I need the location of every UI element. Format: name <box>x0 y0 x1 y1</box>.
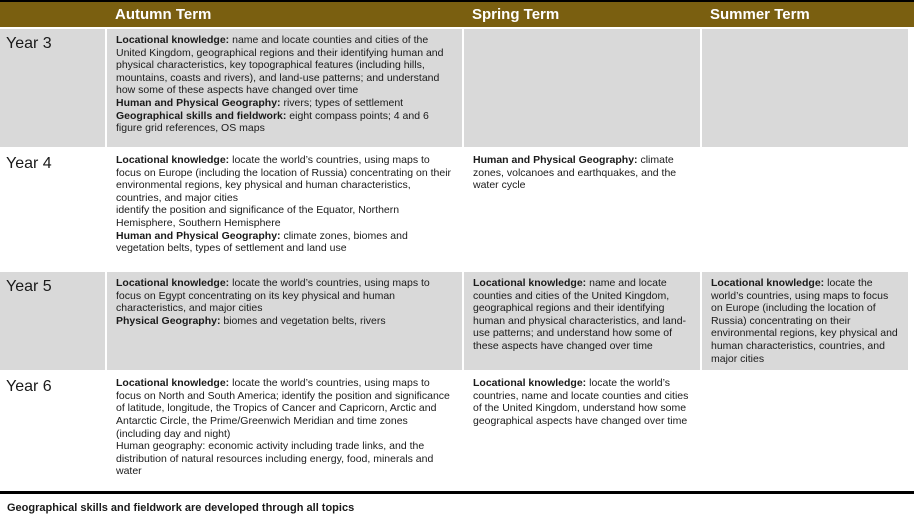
year4-spring-cell <box>464 149 700 270</box>
entry-category-label: Physical Geography: <box>116 314 221 327</box>
curriculum-entry: Human geography: economic activity including trade links, and the distribution of natural resources including energy, food, minerals and water <box>116 440 434 478</box>
entry-category-label: Locational knowledge: <box>711 277 825 289</box>
row-year5 <box>0 272 908 370</box>
year5-spring-cell <box>464 272 700 370</box>
row-year3 <box>0 29 908 147</box>
curriculum-entry: Locational knowledge: locate the world’s countries, using maps to focus on Europe (including the location of Russia) concentrating on their environmental regions, key physical and human characteristics, countries, and major cities <box>711 277 898 365</box>
year6-spring-cell <box>464 372 700 489</box>
year4-summer-cell <box>702 149 908 270</box>
curriculum-entry: Locational knowledge: name and locate counties and cities of the United Kingdom, geographical regions and their identifying human and physical characteristics, and land-use patterns; and understand how some of these aspects have changed over time <box>473 277 687 352</box>
table-body <box>0 29 914 489</box>
footer-note-bar <box>0 491 914 514</box>
year6-autumn-cell <box>107 372 462 489</box>
year3-autumn-cell <box>107 29 462 147</box>
entry-category-label: Human and Physical Geography: <box>116 96 281 109</box>
curriculum-entry: Locational knowledge: locate the world’s countries, using maps to focus on Europe (including the location of Russia) concentrating on their environmental regions, key physical and human characteristics, countries, and major cities <box>116 154 452 204</box>
year6-summer-cell <box>702 372 908 489</box>
entry-category-label: Locational knowledge: <box>116 277 230 289</box>
header-summer-term: Summer Term <box>710 6 810 23</box>
curriculum-entry: Locational knowledge: locate the world’s countries, name and locate counties and cities of the United Kingdom, understand how some geographical aspects have changed over time <box>473 377 689 427</box>
year-label-year3: Year 3 <box>0 29 105 147</box>
curriculum-entry: Geographical skills and fieldwork: eight compass points; 4 and 6 figure grid references, OS maps <box>116 109 429 135</box>
curriculum-entry: Human and Physical Geography: climate zones, volcanoes and earthquakes, and the water cycle <box>473 154 677 192</box>
year5-summer-cell <box>702 272 908 370</box>
entry-category-label: Locational knowledge: <box>116 377 230 390</box>
entry-category-label: Human and Physical Geography: <box>473 154 638 166</box>
curriculum-entry: Locational knowledge: locate the world’s countries, using maps to focus on Egypt concentrating on its key physical and human characteristics, and major cities <box>116 277 430 315</box>
year-label-year4: Year 4 <box>0 149 105 270</box>
entry-category-label: Locational knowledge: <box>116 34 230 46</box>
header-spring-term: Spring Term <box>472 6 560 23</box>
curriculum-entry: Human and Physical Geography: rivers; types of settlement <box>116 96 404 109</box>
year-label-year6: Year 6 <box>0 372 105 489</box>
entry-category-label: Locational knowledge: <box>473 377 587 390</box>
header-autumn-term: Autumn Term <box>115 6 212 23</box>
year-label-year5: Year 5 <box>0 272 105 370</box>
curriculum-entry: Human and Physical Geography: climate zones, biomes and vegetation belts, types of settlement and land use <box>116 229 408 255</box>
year3-summer-cell <box>702 29 908 147</box>
row-year4 <box>0 149 908 270</box>
curriculum-entry: Locational knowledge: locate the world’s countries, using maps to focus on North and South America; identify the position and significance of latitude, longitude, the Tropics of Cancer and Capricorn, Arctic and Antarctic Circle, the Prime/Greenwich Meridian and time zones (including day and night) <box>116 377 450 440</box>
year3-spring-cell <box>464 29 700 147</box>
entry-category-label: Geographical skills and fieldwork: <box>116 109 287 122</box>
table-header-row <box>0 0 914 27</box>
footer-note: Geographical skills and fieldwork are developed through all topics <box>7 502 355 514</box>
curriculum-entry: identify the position and significance of the Equator, Northern Hemisphere, Southern Hemisphere <box>116 204 400 229</box>
year5-autumn-cell <box>107 272 462 370</box>
entry-category-label: Locational knowledge: <box>116 154 230 166</box>
curriculum-entry: Locational knowledge: name and locate counties and cities of the United Kingdom, geographical regions and their identifying human and physical characteristics, key topographical features (including hills, mountains, coasts and rivers), and land-use patterns; and understand how some of these aspects have changed over time <box>116 34 444 97</box>
year4-autumn-cell <box>107 149 462 270</box>
entry-category-label: Locational knowledge: <box>473 277 587 289</box>
row-year6 <box>0 372 908 489</box>
entry-category-label: Human and Physical Geography: <box>116 229 281 242</box>
curriculum-entry: Physical Geography: biomes and vegetation belts, rivers <box>116 314 386 327</box>
